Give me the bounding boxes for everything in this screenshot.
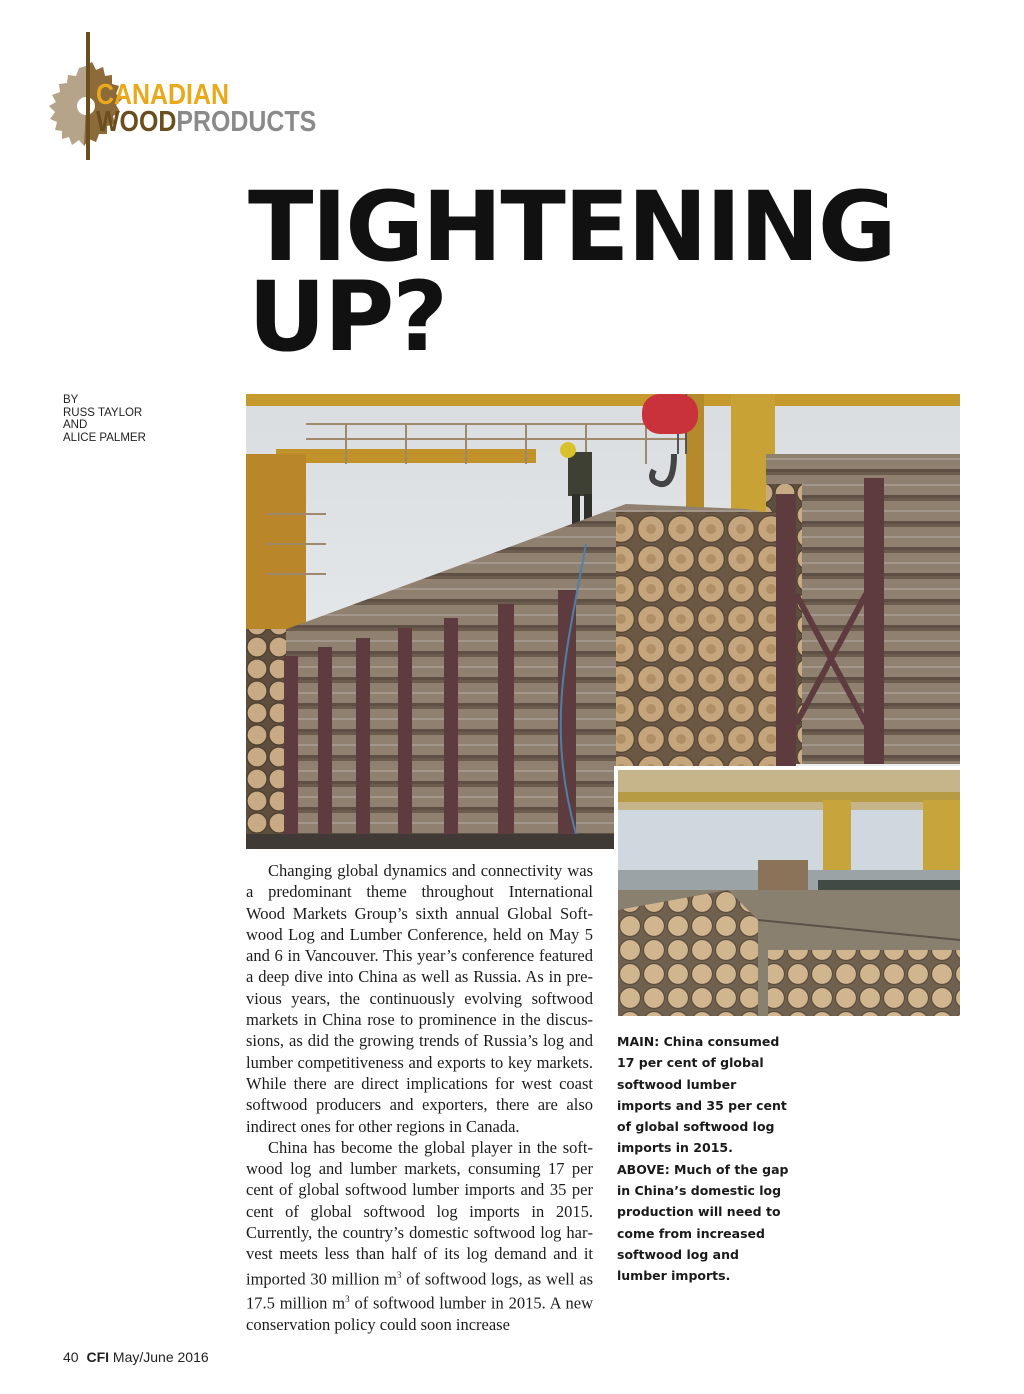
byline-author-2: ALICE PALMER xyxy=(63,431,146,444)
headline-line-2: UP? xyxy=(248,261,446,373)
body-paragraph-2-text-a: China has become the global player in the softwood log and lumber markets, consuming 17 per cent of global softwood lumber imports and 35 per cent of global softwood log imports in 2015. Currently, the country’s domestic softwood log harvest meets less than half of its log demand and it imported 30 million m xyxy=(246,1137,593,1289)
body-paragraph-1: Changing global dynamics and connectivity was a predominant theme throughout International Wood Markets Group’s sixth annual Global Softwood Log and Lumber Conference, held on May 5 and 6 in Vancouver. This year’s conference featured a deep dive into China as well as Russia. As in previous years, the continuously evolving softwood markets in China rose to prominence in the discussions, as did the growing trends of Russia’s log and lumber competitiveness and exports to key markets. While there are direct implications for west coast softwood producers and exporters, there are also indirect ones for other regions in Canada. xyxy=(246,861,593,1136)
headline-line-1: TIGHTENING xyxy=(248,171,895,283)
byline-and: AND xyxy=(63,419,88,431)
byline xyxy=(63,394,183,444)
article-body xyxy=(246,860,593,1336)
cubic-superscript-2: 3 xyxy=(345,1294,350,1305)
section-logo xyxy=(96,79,352,138)
folio xyxy=(63,1349,209,1365)
logo-line-canadian: CANADIAN xyxy=(96,79,230,111)
body-paragraph-2 xyxy=(246,1137,593,1336)
byline-by: BY xyxy=(63,394,79,406)
photo-caption xyxy=(617,1031,792,1287)
logo-divider xyxy=(86,32,90,160)
logo-word-products: PRODUCTS xyxy=(176,106,317,138)
inset-photo-rail-yard xyxy=(614,766,960,1016)
logo-word-wood: WOOD xyxy=(96,106,177,138)
cubic-superscript-1: 3 xyxy=(396,1269,402,1280)
logo-line-woodproducts xyxy=(96,106,317,138)
body-paragraph-2-text-c: of softwood lumber in 2015. A new conservation policy could soon increase xyxy=(246,1293,593,1335)
page-number: 40 xyxy=(63,1349,79,1365)
headline xyxy=(248,171,895,373)
caption-main: MAIN: China consumed 17 per cent of global softwood lumber imports and 35 per cent of global softwood log imports in 2015. xyxy=(617,1034,787,1156)
caption-above: ABOVE: Much of the gap in China’s domestic log production will need to come from increased softwood log and lumber imports. xyxy=(617,1161,789,1284)
byline-author-1: RUSS TAYLOR xyxy=(63,406,143,419)
issue-date: May/June 2016 xyxy=(112,1349,209,1365)
magazine-name: CFI xyxy=(86,1349,110,1365)
body-paragraph-2-text-b: of softwood logs, as well as 17.5 million m xyxy=(246,1269,593,1313)
